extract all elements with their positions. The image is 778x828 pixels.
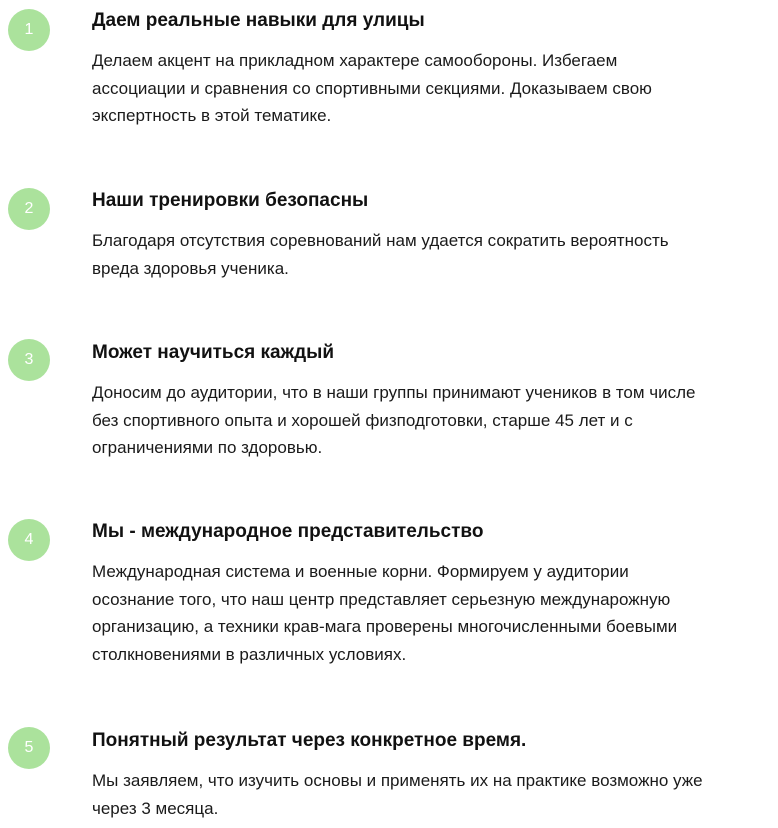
description-line: Благодаря отсутствия соревнований нам удается сократить вероятность xyxy=(92,231,669,250)
description-line: осознание того, что наш центр представляет серьезную междунарожную xyxy=(92,589,671,609)
benefit-description xyxy=(92,767,772,822)
number-badge: 4 xyxy=(8,519,50,561)
benefit-title: Наши тренировки безопасны xyxy=(92,190,369,211)
description-line: столкновениями в различных условиях. xyxy=(92,644,407,664)
benefit-description xyxy=(92,379,772,462)
number-badge: 3 xyxy=(8,339,50,381)
description-line: без спортивного опыта и хорошей физподготовки, старше 45 лет и с xyxy=(92,410,633,430)
number-badge: 5 xyxy=(8,727,50,769)
benefit-title: Мы - международное представительство xyxy=(92,521,484,542)
description-line: ограничениями по здоровью. xyxy=(92,438,323,457)
description-line: Мы заявляем, что изучить основы и применять их на практике возможно уже xyxy=(92,771,703,790)
benefit-title: Может научиться каждый xyxy=(92,342,335,363)
number-badge: 1 xyxy=(8,9,50,51)
description-line: ассоциации и сравнения со спортивными секциями. Доказываем свою xyxy=(92,78,652,98)
description-line: экспертность в этой тематике. xyxy=(92,106,332,125)
description-line: Делаем акцент на прикладном характере самообороны. Избегаем xyxy=(92,51,618,70)
description-line: Международная система и военные корни. Формируем у аудитории xyxy=(92,562,629,581)
benefit-title: Понятный результат через конкретное время. xyxy=(92,730,527,751)
benefit-description xyxy=(92,227,772,282)
benefit-description xyxy=(92,47,772,130)
benefit-description xyxy=(92,558,772,668)
description-line: организацию, а техники крав-мага проверены многочисленными боевыми xyxy=(92,617,678,636)
benefit-title: Даем реальные навыки для улицы xyxy=(92,10,425,31)
description-line: вреда здоровья ученика. xyxy=(92,258,289,278)
description-line: Доносим до аудитории, что в наши группы принимают учеников в том числе xyxy=(92,383,696,402)
number-badge: 2 xyxy=(8,188,50,230)
description-line: через 3 месяца. xyxy=(92,798,219,818)
